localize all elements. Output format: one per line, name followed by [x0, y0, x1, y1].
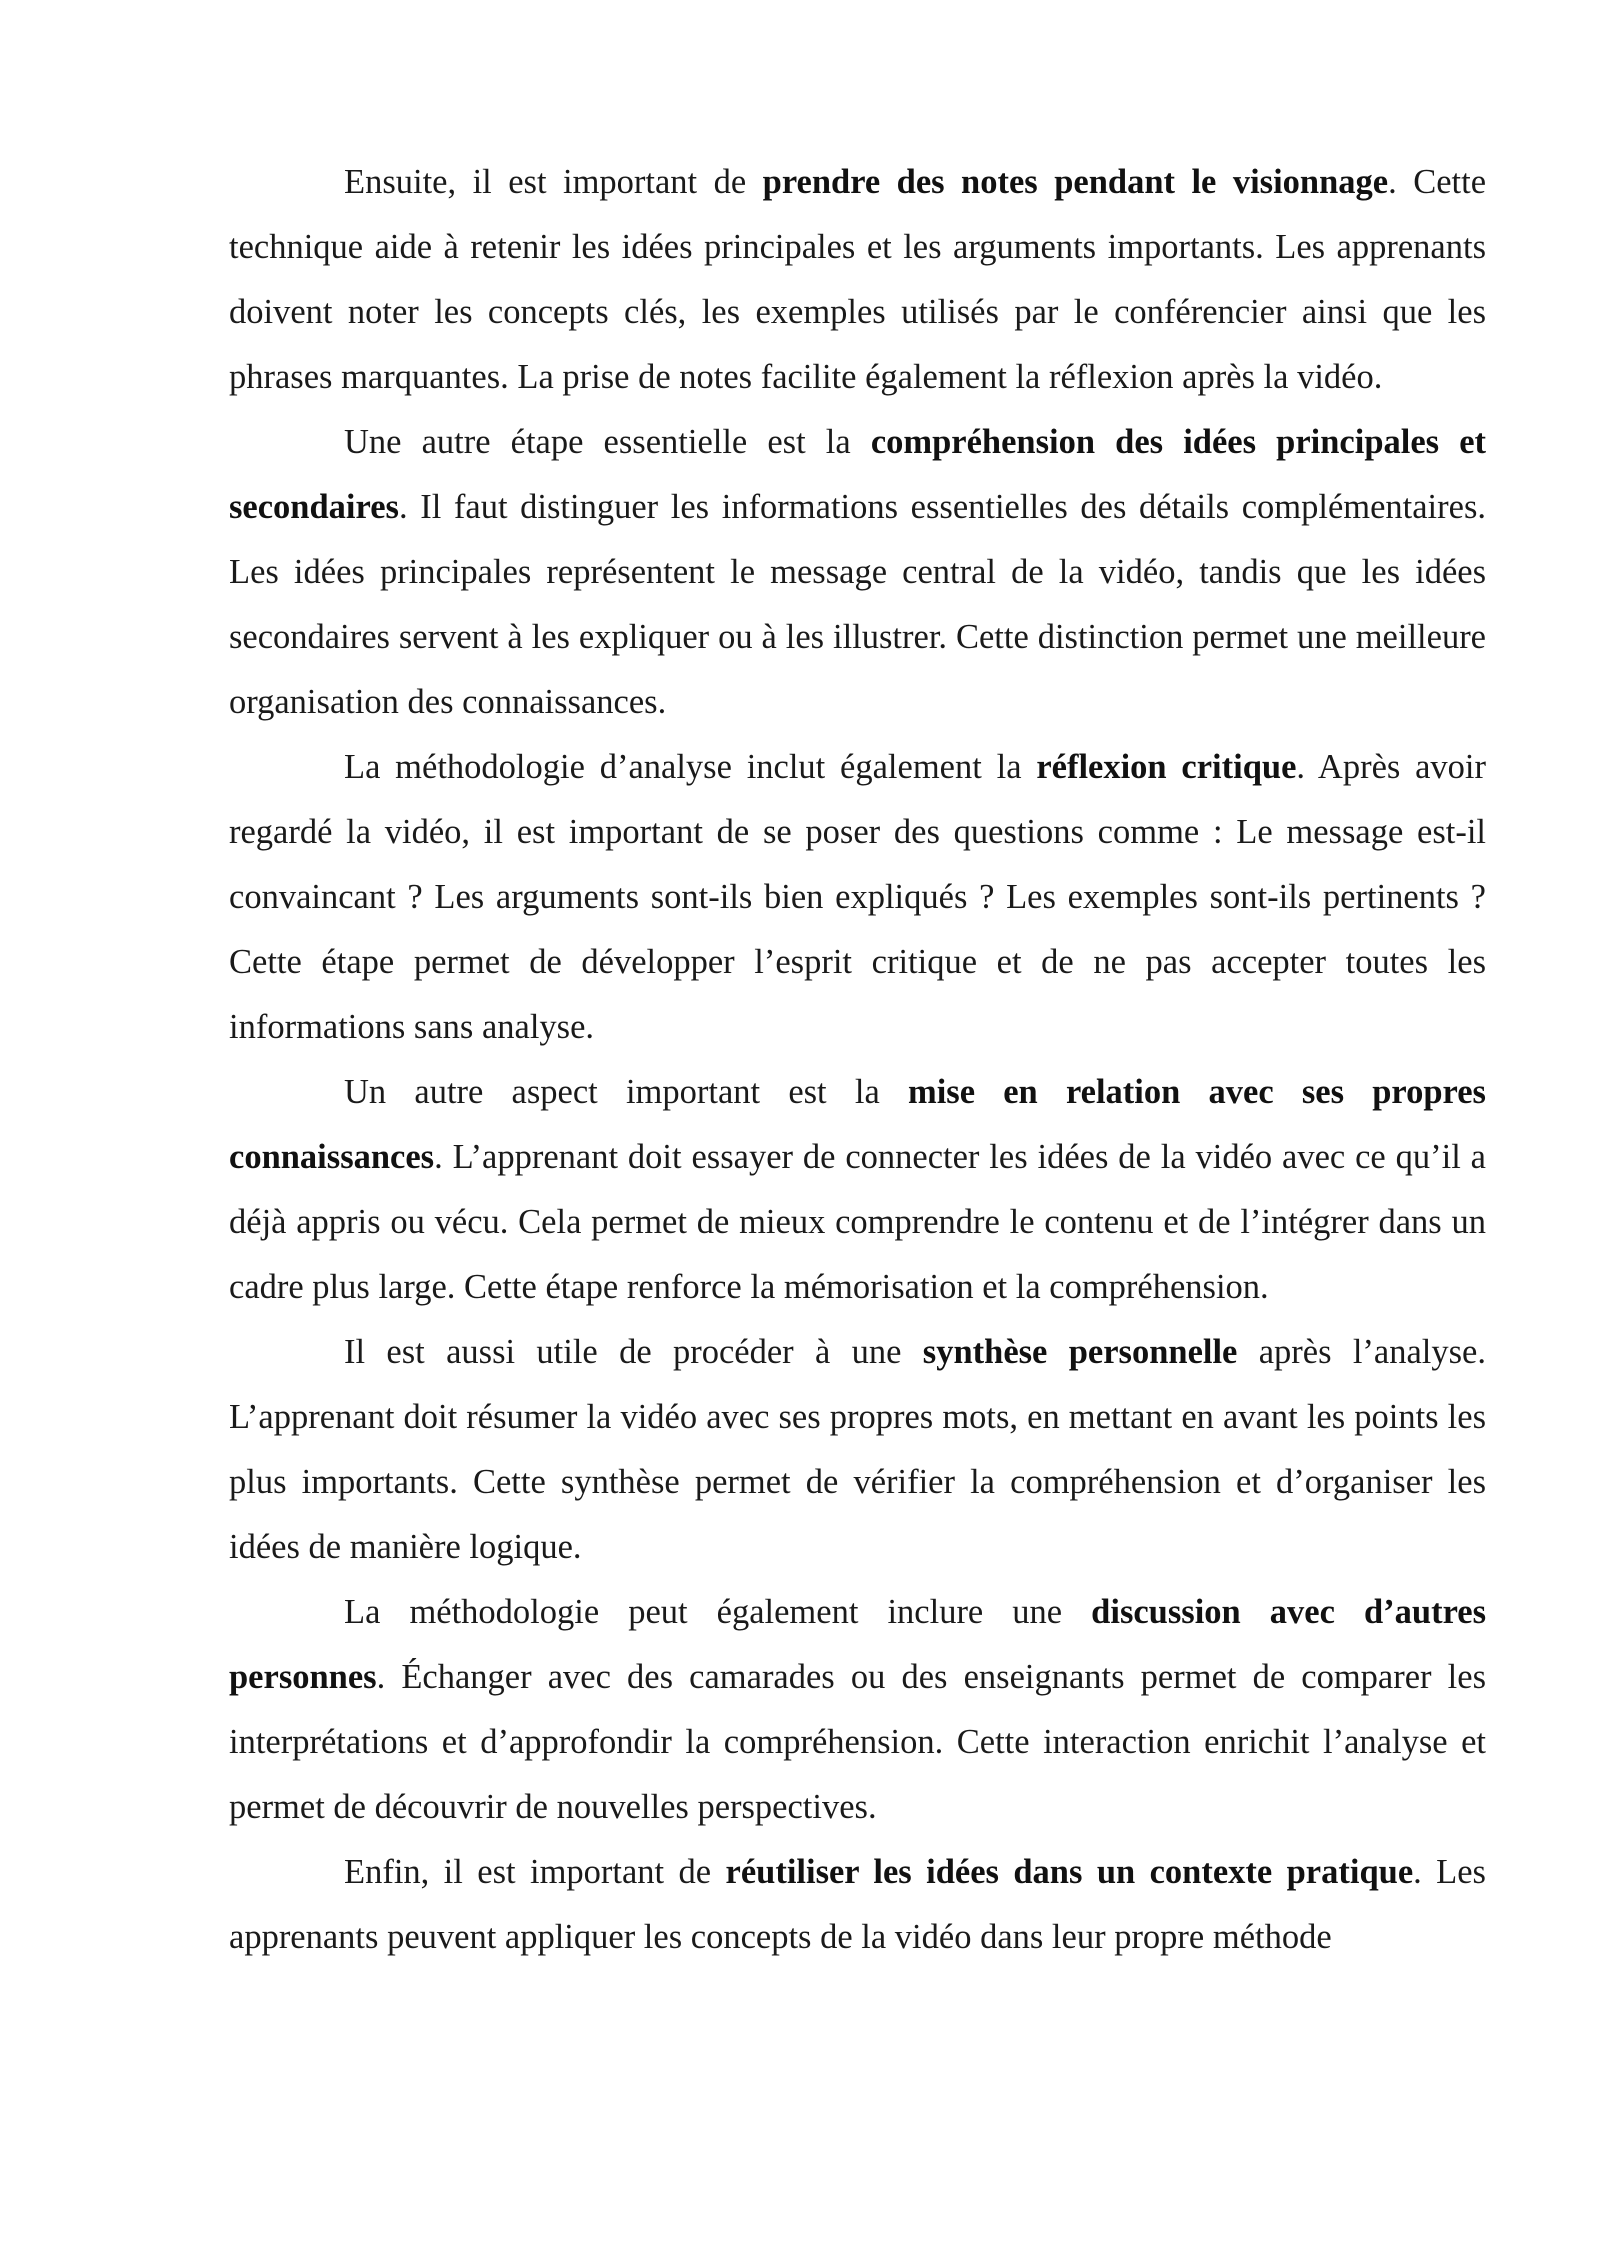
bold-key-phrase: discussion avec d’autres personnes: [229, 1593, 1487, 1696]
paragraph-practical-reuse: [229, 1840, 1486, 1970]
paragraph-main-ideas: [229, 410, 1486, 735]
bold-key-phrase: réutiliser les idées dans un contexte pratique: [725, 1853, 1414, 1891]
paragraph-personal-synthesis: [229, 1320, 1486, 1580]
bold-key-phrase: prendre des notes pendant le visionnage: [762, 163, 1389, 201]
paragraph-text: Un autre aspect important est la: [344, 1073, 908, 1111]
paragraph-text: après l’analyse. L’apprenant doit résumer la vidéo avec ses propres mots, en mettant en avant les points les plus importants. Cette synthèse permet de vérifier la compréhension et d’organiser les idées de manière logique.: [229, 1333, 1486, 1566]
paragraph-text: . Échanger avec des camarades ou des enseignants permet de comparer les interprétations et d’approfondir la compréhension. Cette interaction enrichit l’analyse et permet de découvrir de nouvelles perspectives.: [229, 1658, 1486, 1826]
bold-key-phrase: compréhension des idées principales et secondaires: [229, 423, 1487, 526]
paragraph-text: . Les apprenants peuvent appliquer les concepts de la vidéo dans leur propre méthode: [229, 1853, 1486, 1956]
bold-key-phrase: réflexion critique: [1036, 748, 1297, 786]
paragraph-text: Une autre étape essentielle est la: [344, 423, 871, 461]
paragraph-text: La méthodologie peut également inclure une: [344, 1593, 1092, 1631]
paragraph-critical-reflection: [229, 735, 1486, 1060]
bold-key-phrase: synthèse personnelle: [922, 1333, 1238, 1371]
paragraph-text: . Il faut distinguer les informations essentielles des détails complémentaires. Les idées principales représentent le message central de la vidéo, tandis que les idées secondaires servent à les expliquer ou à les illustrer. Cette distinction permet une meilleure organisation des connaissances.: [229, 488, 1486, 721]
paragraph-text: Enfin, il est important de: [344, 1853, 726, 1891]
paragraph-text: . L’apprenant doit essayer de connecter les idées de la vidéo avec ce qu’il a déjà appris ou vécu. Cela permet de mieux comprendre le contenu et de l’intégrer dans un cadre plus large. Cette étape renforce la mémorisation et la compréhension.: [229, 1138, 1486, 1306]
paragraph-discussion: [229, 1580, 1486, 1840]
paragraph-text: Ensuite, il est important de: [344, 163, 763, 201]
body-text: [229, 150, 1486, 1970]
paragraph-note-taking: [229, 150, 1486, 410]
paragraph-text: Il est aussi utile de procéder à une: [344, 1333, 923, 1371]
bold-key-phrase: mise en relation avec ses propres connaissances: [229, 1073, 1486, 1176]
paragraph-prior-knowledge: [229, 1060, 1486, 1320]
paragraph-text: . Cette technique aide à retenir les idées principales et les arguments importants. Les apprenants doivent noter les concepts clés, les exemples utilisés par le conférencier ainsi que les phrases marquantes. La prise de notes facilite également la réflexion après la vidéo.: [229, 163, 1487, 396]
paragraph-text: La méthodologie d’analyse inclut également la: [344, 748, 1037, 786]
paragraph-text: . Après avoir regardé la vidéo, il est important de se poser des questions comme : Le message est-il convaincant ? Les arguments sont-ils bien expliqués ? Les exemples sont-ils pertinents ? Cette étape permet de développer l’esprit critique et de ne pas accepter toutes les informations sans analyse.: [229, 748, 1486, 1046]
